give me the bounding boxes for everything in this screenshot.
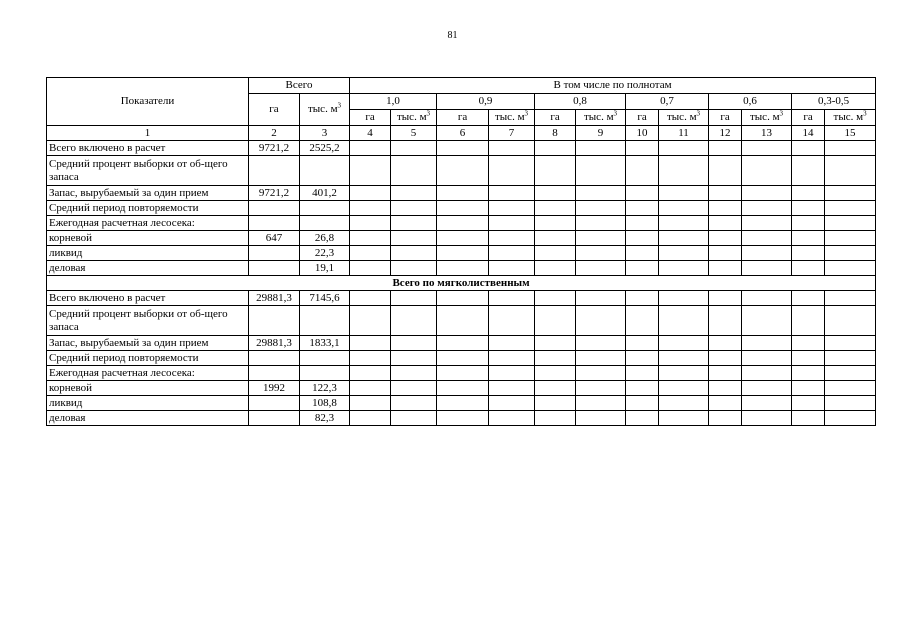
empty-cell — [742, 186, 792, 201]
empty-cell — [659, 186, 709, 201]
empty-cell — [792, 156, 825, 186]
empty-cell — [742, 366, 792, 381]
indicator-header: Показатели — [47, 78, 249, 126]
empty-cell — [437, 336, 489, 351]
empty-cell — [350, 411, 391, 426]
empty-cell — [350, 231, 391, 246]
empty-cell — [437, 231, 489, 246]
column-number: 13 — [742, 126, 792, 141]
table-row — [47, 336, 876, 351]
empty-cell — [437, 156, 489, 186]
empty-cell — [576, 366, 626, 381]
density-volume-header: тыс. $м^3$ — [742, 110, 792, 126]
empty-cell — [825, 381, 876, 396]
empty-cell — [626, 396, 659, 411]
empty-cell — [626, 381, 659, 396]
total-volume-cell — [300, 351, 350, 366]
empty-cell — [626, 366, 659, 381]
row-label: корневой — [47, 381, 249, 396]
empty-cell — [709, 411, 742, 426]
total-ha-cell — [249, 306, 300, 336]
empty-cell — [626, 246, 659, 261]
empty-cell — [659, 246, 709, 261]
empty-cell — [391, 231, 437, 246]
empty-cell — [489, 156, 535, 186]
empty-cell — [825, 231, 876, 246]
density-header: 0,3-0,5 — [792, 94, 876, 110]
table-row — [47, 216, 876, 231]
empty-cell — [659, 141, 709, 156]
total-ha-cell — [249, 216, 300, 231]
empty-cell — [576, 261, 626, 276]
row-label: деловая — [47, 261, 249, 276]
empty-cell — [535, 216, 576, 231]
empty-cell — [576, 336, 626, 351]
empty-cell — [792, 246, 825, 261]
empty-cell — [709, 381, 742, 396]
empty-cell — [576, 306, 626, 336]
row-label: корневой — [47, 231, 249, 246]
column-number: 15 — [825, 126, 876, 141]
empty-cell — [535, 291, 576, 306]
empty-cell — [535, 411, 576, 426]
empty-cell — [489, 366, 535, 381]
empty-cell — [437, 381, 489, 396]
empty-cell — [437, 216, 489, 231]
total-header: Всего — [249, 78, 350, 94]
empty-cell — [391, 216, 437, 231]
column-number: 2 — [249, 126, 300, 141]
empty-cell — [576, 246, 626, 261]
total-volume-cell — [300, 366, 350, 381]
total-volume-cell: 108,8 — [300, 396, 350, 411]
table-row — [47, 156, 876, 186]
empty-cell — [626, 201, 659, 216]
empty-cell — [576, 396, 626, 411]
empty-cell — [535, 381, 576, 396]
empty-cell — [350, 141, 391, 156]
row-label: ликвид — [47, 246, 249, 261]
total-ha-cell — [249, 351, 300, 366]
empty-cell — [437, 261, 489, 276]
empty-cell — [391, 291, 437, 306]
empty-cell — [535, 396, 576, 411]
density-ha-header: га — [792, 110, 825, 126]
density-volume-header: тыс. $м^3$ — [825, 110, 876, 126]
empty-cell — [825, 366, 876, 381]
empty-cell — [576, 231, 626, 246]
column-number: 6 — [437, 126, 489, 141]
empty-cell — [576, 141, 626, 156]
row-label: Ежегодная расчетная лесосека: — [47, 366, 249, 381]
empty-cell — [535, 186, 576, 201]
row-label: Всего включено в расчет — [47, 291, 249, 306]
empty-cell — [437, 306, 489, 336]
empty-cell — [437, 396, 489, 411]
total-ha-cell — [249, 261, 300, 276]
empty-cell — [825, 186, 876, 201]
empty-cell — [576, 216, 626, 231]
density-ha-header: га — [350, 110, 391, 126]
empty-cell — [391, 246, 437, 261]
empty-cell — [742, 411, 792, 426]
empty-cell — [535, 141, 576, 156]
empty-cell — [659, 156, 709, 186]
empty-cell — [709, 306, 742, 336]
empty-cell — [535, 201, 576, 216]
empty-cell — [576, 201, 626, 216]
total-ha-cell: 647 — [249, 231, 300, 246]
total-volume-cell: 1833,1 — [300, 336, 350, 351]
total-volume-cell: 19,1 — [300, 261, 350, 276]
empty-cell — [350, 366, 391, 381]
total-ha-cell — [249, 396, 300, 411]
empty-cell — [626, 411, 659, 426]
empty-cell — [489, 231, 535, 246]
empty-cell — [742, 291, 792, 306]
empty-cell — [742, 396, 792, 411]
forest-inventory-table — [46, 77, 876, 426]
empty-cell — [489, 186, 535, 201]
empty-cell — [535, 231, 576, 246]
empty-cell — [709, 366, 742, 381]
empty-cell — [742, 381, 792, 396]
row-label: Средний период повторяемости — [47, 351, 249, 366]
empty-cell — [576, 156, 626, 186]
empty-cell — [792, 231, 825, 246]
including-header: В том числе по полнотам — [350, 78, 876, 94]
empty-cell — [742, 156, 792, 186]
empty-cell — [742, 141, 792, 156]
empty-cell — [792, 216, 825, 231]
empty-cell — [350, 261, 391, 276]
empty-cell — [709, 231, 742, 246]
empty-cell — [659, 216, 709, 231]
empty-cell — [825, 216, 876, 231]
total-ha-cell — [249, 201, 300, 216]
row-label: деловая — [47, 411, 249, 426]
empty-cell — [391, 306, 437, 336]
empty-cell — [792, 366, 825, 381]
empty-cell — [391, 201, 437, 216]
empty-cell — [626, 231, 659, 246]
empty-cell — [709, 201, 742, 216]
empty-cell — [659, 411, 709, 426]
total-ha-cell — [249, 156, 300, 186]
total-volume-cell: 26,8 — [300, 231, 350, 246]
empty-cell — [709, 261, 742, 276]
table-row — [47, 141, 876, 156]
empty-cell — [350, 246, 391, 261]
total-ha-cell: 29881,3 — [249, 336, 300, 351]
empty-cell — [626, 306, 659, 336]
table-row — [47, 306, 876, 336]
empty-cell — [391, 141, 437, 156]
empty-cell — [437, 366, 489, 381]
empty-cell — [825, 261, 876, 276]
row-label: Запас, вырубаемый за один прием — [47, 336, 249, 351]
density-ha-header: га — [535, 110, 576, 126]
empty-cell — [709, 216, 742, 231]
total-volume-cell: 82,3 — [300, 411, 350, 426]
density-volume-header: тыс. $м^3$ — [576, 110, 626, 126]
empty-cell — [709, 291, 742, 306]
empty-cell — [437, 411, 489, 426]
total-volume-cell: 2525,2 — [300, 141, 350, 156]
empty-cell — [825, 411, 876, 426]
table-row — [47, 351, 876, 366]
empty-cell — [792, 291, 825, 306]
section-title: Всего по мягколиственным — [47, 276, 876, 291]
empty-cell — [576, 411, 626, 426]
empty-cell — [391, 186, 437, 201]
empty-cell — [489, 201, 535, 216]
empty-cell — [659, 366, 709, 381]
empty-cell — [792, 351, 825, 366]
empty-cell — [489, 396, 535, 411]
density-ha-header: га — [709, 110, 742, 126]
empty-cell — [709, 396, 742, 411]
density-header: 0,8 — [535, 94, 626, 110]
empty-cell — [709, 351, 742, 366]
page-number: 81 — [447, 30, 458, 41]
empty-cell — [350, 186, 391, 201]
empty-cell — [825, 396, 876, 411]
empty-cell — [535, 306, 576, 336]
empty-cell — [626, 336, 659, 351]
empty-cell — [391, 396, 437, 411]
column-number: 10 — [626, 126, 659, 141]
table-row — [47, 291, 876, 306]
density-ha-header: га — [437, 110, 489, 126]
column-number: 4 — [350, 126, 391, 141]
empty-cell — [626, 291, 659, 306]
empty-cell — [437, 351, 489, 366]
empty-cell — [437, 246, 489, 261]
total-ha-cell — [249, 411, 300, 426]
empty-cell — [792, 141, 825, 156]
table-row — [47, 246, 876, 261]
empty-cell — [792, 336, 825, 351]
empty-cell — [489, 216, 535, 231]
density-header: 1,0 — [350, 94, 437, 110]
total-volume-cell: 22,3 — [300, 246, 350, 261]
empty-cell — [391, 261, 437, 276]
empty-cell — [659, 231, 709, 246]
table-row — [47, 186, 876, 201]
empty-cell — [792, 381, 825, 396]
empty-cell — [709, 246, 742, 261]
empty-cell — [576, 186, 626, 201]
empty-cell — [391, 336, 437, 351]
empty-cell — [350, 336, 391, 351]
row-label: Ежегодная расчетная лесосека: — [47, 216, 249, 231]
empty-cell — [825, 336, 876, 351]
row-label: Средний процент выборки от об-щего запаса — [47, 306, 249, 336]
empty-cell — [825, 141, 876, 156]
density-volume-header: тыс. $м^3$ — [391, 110, 437, 126]
empty-cell — [437, 201, 489, 216]
empty-cell — [659, 261, 709, 276]
density-ha-header: га — [626, 110, 659, 126]
empty-cell — [626, 156, 659, 186]
table-row — [47, 366, 876, 381]
total-volume-cell: 7145,6 — [300, 291, 350, 306]
row-label: Средний процент выборки от об-щего запаса — [47, 156, 249, 186]
empty-cell — [825, 201, 876, 216]
column-number: 9 — [576, 126, 626, 141]
density-header: 0,9 — [437, 94, 535, 110]
total-ha-header: га — [249, 94, 300, 126]
empty-cell — [825, 291, 876, 306]
row-label: ликвид — [47, 396, 249, 411]
total-volume-cell — [300, 156, 350, 186]
column-number: 11 — [659, 126, 709, 141]
column-number: 12 — [709, 126, 742, 141]
row-label: Запас, вырубаемый за один прием — [47, 186, 249, 201]
empty-cell — [489, 351, 535, 366]
empty-cell — [659, 351, 709, 366]
empty-cell — [742, 216, 792, 231]
density-header: 0,6 — [709, 94, 792, 110]
empty-cell — [626, 216, 659, 231]
empty-cell — [742, 201, 792, 216]
empty-cell — [350, 306, 391, 336]
empty-cell — [350, 216, 391, 231]
empty-cell — [626, 351, 659, 366]
empty-cell — [391, 366, 437, 381]
empty-cell — [659, 291, 709, 306]
empty-cell — [391, 381, 437, 396]
empty-cell — [535, 336, 576, 351]
empty-cell — [489, 381, 535, 396]
empty-cell — [825, 306, 876, 336]
empty-cell — [350, 201, 391, 216]
empty-cell — [489, 246, 535, 261]
density-volume-header: тыс. $м^3$ — [659, 110, 709, 126]
column-number: 7 — [489, 126, 535, 141]
empty-cell — [659, 201, 709, 216]
table-row — [47, 261, 876, 276]
empty-cell — [437, 141, 489, 156]
total-volume-cell: 122,3 — [300, 381, 350, 396]
column-number: 3 — [300, 126, 350, 141]
empty-cell — [437, 186, 489, 201]
empty-cell — [626, 186, 659, 201]
empty-cell — [742, 246, 792, 261]
empty-cell — [792, 411, 825, 426]
empty-cell — [659, 336, 709, 351]
empty-cell — [659, 396, 709, 411]
empty-cell — [535, 156, 576, 186]
empty-cell — [391, 411, 437, 426]
empty-cell — [742, 231, 792, 246]
total-volume-header: тыс. $м^3$ — [300, 94, 350, 126]
empty-cell — [709, 336, 742, 351]
row-label: Всего включено в расчет — [47, 141, 249, 156]
table-row — [47, 396, 876, 411]
table-row — [47, 411, 876, 426]
empty-cell — [350, 351, 391, 366]
empty-cell — [391, 351, 437, 366]
empty-cell — [350, 381, 391, 396]
row-label: Средний период повторяемости — [47, 201, 249, 216]
empty-cell — [659, 306, 709, 336]
empty-cell — [742, 261, 792, 276]
empty-cell — [792, 396, 825, 411]
table-row — [47, 381, 876, 396]
empty-cell — [350, 396, 391, 411]
total-volume-cell — [300, 216, 350, 231]
empty-cell — [535, 351, 576, 366]
empty-cell — [391, 156, 437, 186]
total-ha-cell: 9721,2 — [249, 141, 300, 156]
empty-cell — [350, 291, 391, 306]
empty-cell — [742, 351, 792, 366]
empty-cell — [489, 336, 535, 351]
total-ha-cell — [249, 366, 300, 381]
empty-cell — [489, 306, 535, 336]
column-number: 5 — [391, 126, 437, 141]
table-row — [47, 201, 876, 216]
empty-cell — [742, 336, 792, 351]
empty-cell — [489, 411, 535, 426]
total-volume-cell — [300, 201, 350, 216]
total-ha-cell — [249, 246, 300, 261]
empty-cell — [825, 156, 876, 186]
empty-cell — [709, 186, 742, 201]
column-number: 1 — [47, 126, 249, 141]
empty-cell — [792, 186, 825, 201]
empty-cell — [709, 156, 742, 186]
density-header: 0,7 — [626, 94, 709, 110]
total-ha-cell: 9721,2 — [249, 186, 300, 201]
empty-cell — [825, 246, 876, 261]
column-number: 8 — [535, 126, 576, 141]
total-ha-cell: 1992 — [249, 381, 300, 396]
empty-cell — [576, 291, 626, 306]
empty-cell — [437, 291, 489, 306]
empty-cell — [489, 291, 535, 306]
empty-cell — [489, 261, 535, 276]
empty-cell — [535, 261, 576, 276]
column-number: 14 — [792, 126, 825, 141]
empty-cell — [626, 141, 659, 156]
density-volume-header: тыс. $м^3$ — [489, 110, 535, 126]
empty-cell — [535, 366, 576, 381]
table-row — [47, 231, 876, 246]
empty-cell — [792, 201, 825, 216]
empty-cell — [825, 351, 876, 366]
empty-cell — [742, 306, 792, 336]
total-volume-cell: 401,2 — [300, 186, 350, 201]
empty-cell — [709, 141, 742, 156]
empty-cell — [792, 306, 825, 336]
empty-cell — [576, 381, 626, 396]
empty-cell — [489, 141, 535, 156]
empty-cell — [576, 351, 626, 366]
total-volume-cell — [300, 306, 350, 336]
empty-cell — [350, 156, 391, 186]
empty-cell — [792, 261, 825, 276]
section-row — [47, 276, 876, 291]
empty-cell — [535, 246, 576, 261]
empty-cell — [659, 381, 709, 396]
total-ha-cell: 29881,3 — [249, 291, 300, 306]
empty-cell — [626, 261, 659, 276]
